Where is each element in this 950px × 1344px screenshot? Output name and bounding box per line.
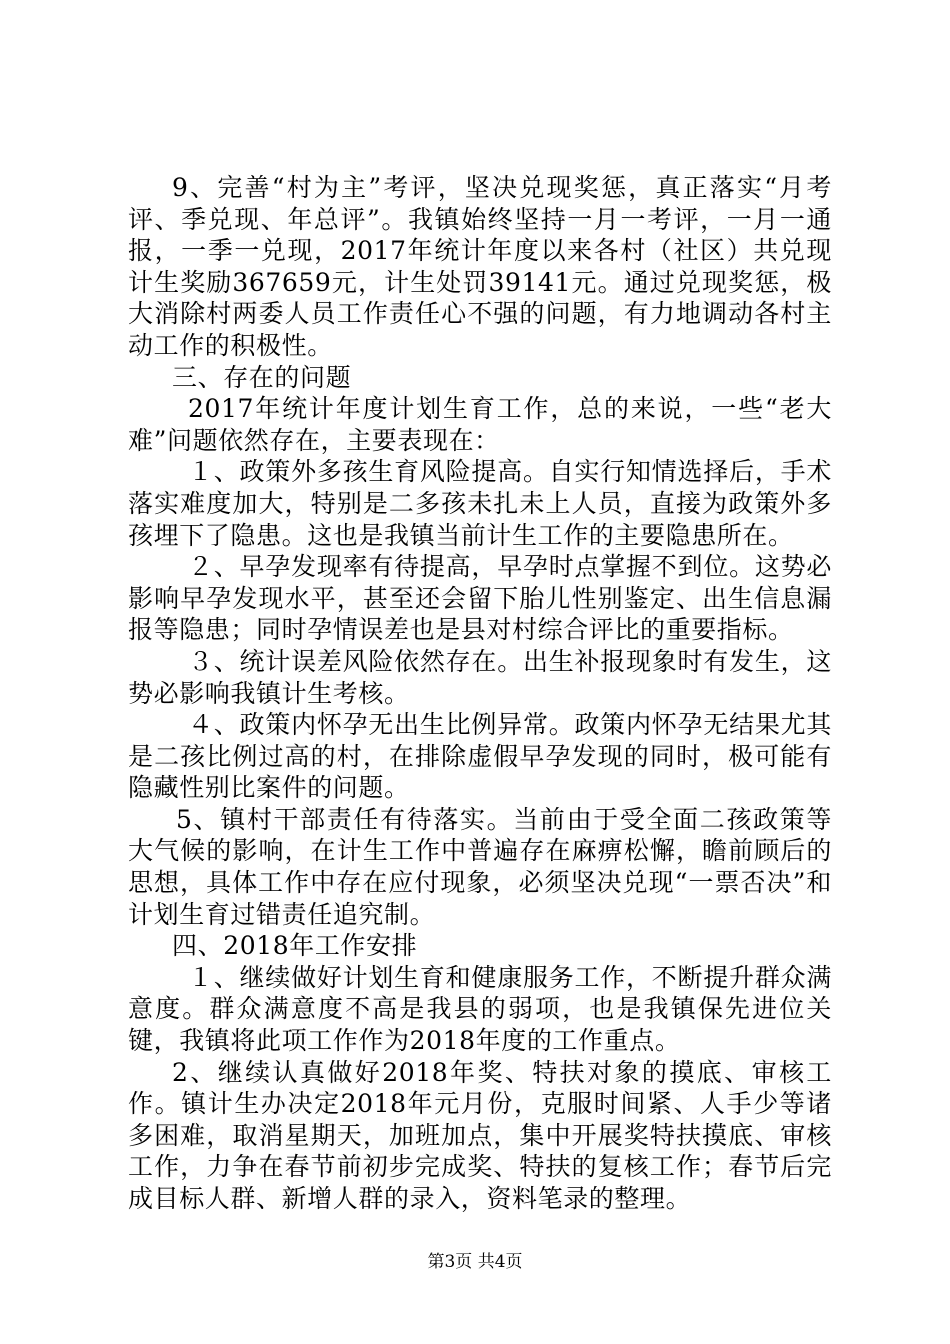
paragraph-problem-4: ４、政策内怀孕无出生比例异常。政策内怀孕无结果尤其是二孩比例过高的村，在排除虚假早孕发现的同时，极可能有隐藏性别比案件的问题。: [128, 710, 832, 803]
paragraph-problem-1: １、政策外多孩生育风险提高。自实行知情选择后，手术落实难度加大，特别是二多孩未扎未上人员，直接为政策外多孩埋下了隐患。这也是我镇当前计生工作的主要隐患所在。: [128, 457, 832, 550]
paragraph-problems-intro: 2017年统计年度计划生育工作，总的来说，一些“老大难”问题依然存在，主要表现在：: [128, 394, 832, 455]
paragraph-9: 9、完善“村为主”考评，坚决兑现奖惩，真正落实“月考评、季兑现、年总评”。我镇始终坚持一月一考评，一月一通报，一季一兑现，2017年统计年度以来各村（社区）共兑现计生奖励367659元，计生处罚39141元。通过兑现奖惩，极大消除村两委人员工作责任心不强的问题，有力地调动各村主动工作的积极性。: [128, 173, 832, 360]
paragraph-problem-2: ２、早孕发现率有待提高，早孕时点掌握不到位。这势必影响早孕发现水平，甚至还会留下胎儿性别鉴定、出生信息漏报等隐患；同时孕情误差也是县对村综合评比的重要指标。: [128, 552, 832, 645]
section-heading-3: 三、存在的问题: [172, 362, 352, 392]
section-heading-4: 四、2018年工作安排: [172, 931, 418, 961]
paragraph-plan-2: 2、继续认真做好2018年奖、特扶对象的摸底、审核工作。镇计生办决定2018年元月份，克服时间紧、人手少等诸多困难，取消星期天，加班加点，集中开展奖特扶摸底、审核工作，力争在春节前初步完成奖、特扶的复核工作；春节后完成目标人群、新增人群的录入，资料笔录的整理。: [128, 1057, 832, 1213]
paragraph-plan-1: １、继续做好计划生育和健康服务工作，不断提升群众满意度。群众满意度不高是我县的弱项，也是我镇保先进位关键，我镇将此项工作作为2018年度的工作重点。: [128, 962, 832, 1056]
paragraph-problem-5: 5、镇村干部责任有待落实。当前由于受全面二孩政策等大气候的影响，在计生工作中普遍存在麻痹松懈，瞻前顾后的思想，具体工作中存在应付现象，必须坚决兑现“一票否决”和计划生育过错责任追究制。: [128, 804, 832, 929]
page-footer: 第3页 共4页: [427, 1252, 523, 1272]
document-body: [128, 172, 832, 1215]
paragraph-problem-3: ３、统计误差风险依然存在。出生补报现象时有发生，这势必影响我镇计生考核。: [128, 646, 832, 708]
